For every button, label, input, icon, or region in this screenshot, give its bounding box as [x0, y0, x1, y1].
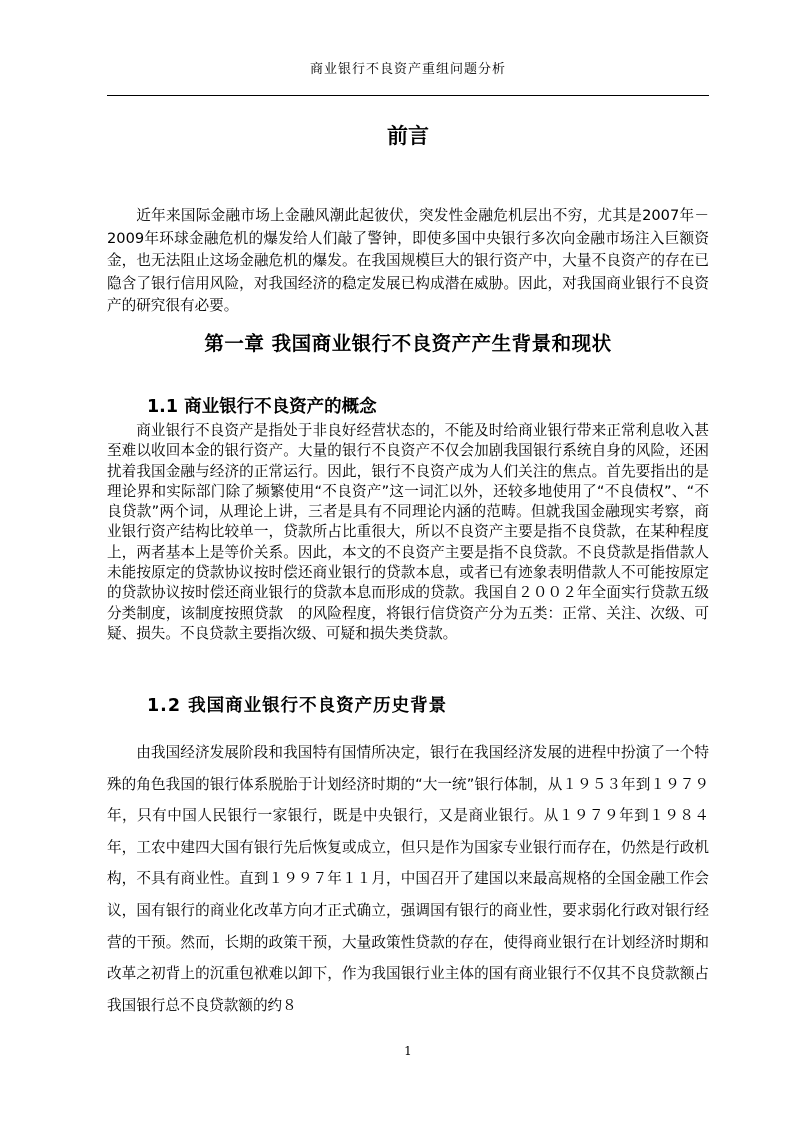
section-1-1-paragraph: 商业银行不良资产是指处于非良好经营状态的，不能及时给商业银行带来正常利息收入甚至难以收回本金的银行资产。大量的银行不良资产不仅会加剧我国银行系统自身的风险，还困扰着我国金融与经济的正常运行。因此，银行不良资产成为人们关注的焦点。首先要指出的是理论界和实际部门除了频繁使用“不良资产”这一词汇以外，还较多地使用了“不良债权”、“不良贷款”两个词，从理论上讲，三者是具有不同理论内涵的范畴。但就我国金融现实考察，商业银行资产结构比较单一，贷款所占比重很大，所以不良资产主要是指不良贷款，在某种程度上，两者基本上是等价关系。因此，本文的不良资产主要是指不良贷款。不良贷款是指借款人未能按原定的贷款协议按时偿还商业银行的贷款本息，或者已有迹象表明借款人不可能按原定的贷款协议按时偿还商业银行的贷款本息而形成的贷款。我国自２００２年全面实行贷款五级分类制度，该制度按照贷款 的风险程度，将银行信贷资产分为五类：正常、关注、次级、可 疑、损失。不良贷款主要指次级、可疑和损失类贷款。 — [107, 422, 724, 642]
page-number: 1 — [404, 1044, 412, 1058]
header-divider — [107, 95, 709, 96]
running-header: 商业银行不良资产重组问题分析 — [309, 62, 506, 77]
chapter-title: 第一章 我国商业银行不良资产产生背景和现状 — [204, 332, 612, 355]
section-1-1-heading: 1.1 商业银行不良资产的概念 — [147, 397, 377, 417]
foreword-title: 前言 — [387, 124, 429, 148]
section-1-2-paragraph: 由我国经济发展阶段和我国特有国情所决定，银行在我国经济发展的进程中扮演了一个特殊的角色我国的银行体系脱胎于计划经济时期的“大一统”银行体制，从１９５３年到１９７９年，只有中国人民银行一家银行，既是中央银行，又是商业银行。从１９７９年到１９８４年，工农中建四大国有银行先后恢复或成立，但只是作为国家专业银行而存在，仍然是行政机构，不具有商业性。直到１９９７年１１月，中国召开了建国以来最高规格的全国金融工作会议，国有银行的商业化改革方向才正式确立，强调国有银行的商业性，要求弱化行政对银行经营的干预。然而，长期的政策干预，大量政策性贷款的存在，使得商业银行在计划经济时期和改革之初背上的沉重包袱难以卸下，作为我国银行业主体的国有商业银行不仅其不良贷款额占我国银行总不良贷款额的约８ — [107, 744, 709, 1014]
foreword-paragraph: 近年来国际金融市场上金融风潮此起彼伏，突发性金融危机层出不穷，尤其是2007年－2009年环球金融危机的爆发给人们敲了警钟，即使多国中央银行多次向金融市场注入巨额资金，也无法阻止这场金融危机的爆发。在我国规模巨大的银行资产中，大量不良资产的存在已隐含了银行信用风险，对我国经济的稳定发展已构成潜在威胁。因此，对我国商业银行不良资产的研究很有必要。 — [107, 207, 709, 314]
section-1-2-heading: 1.2 我国商业银行不良资产历史背景 — [147, 696, 448, 716]
